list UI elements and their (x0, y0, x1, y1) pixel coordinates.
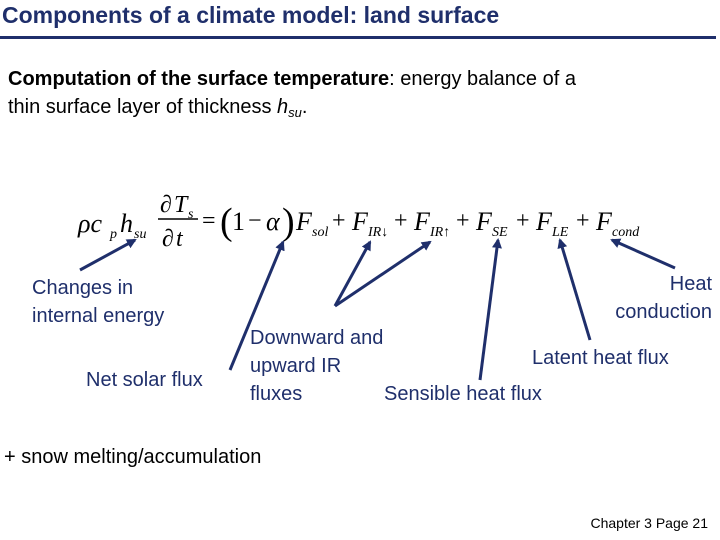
label-internal-energy-line-1: Changes in (32, 277, 134, 299)
arrow-conduction (612, 240, 675, 268)
eq-equals: = (202, 208, 216, 234)
page-footer: Chapter 3 Page 21 (590, 515, 708, 531)
eq-F-ir-up: F (414, 207, 430, 236)
eq-sol-sub: sol (312, 225, 329, 240)
eq-one: 1 (232, 207, 245, 236)
intro-line-2-text: thin surface layer of thickness (8, 96, 278, 118)
intro-rest: : energy balance of a (389, 68, 576, 90)
slide-title: Components of a climate model: land surface (2, 2, 500, 28)
eq-t: t (176, 226, 183, 252)
eq-plus-5: + (576, 208, 590, 234)
eq-F-sol: F (296, 207, 312, 236)
eq-F-ir-down: F (352, 207, 368, 236)
arrow-sensible (480, 240, 498, 380)
eq-lparen: ( (220, 201, 233, 243)
label-internal-energy-line-2: internal energy (32, 305, 165, 327)
eq-ir-up-sub: IR↑ (430, 225, 451, 240)
eq-plus-3: + (456, 208, 470, 234)
eq-h: h (120, 209, 133, 238)
eq-s-sub: s (188, 207, 194, 222)
thickness-subscript: su (288, 105, 302, 120)
label-sensible: Sensible heat flux (384, 383, 542, 405)
label-internal-energy (32, 274, 164, 330)
eq-plus-1: + (332, 208, 346, 234)
arrow-ir-down (335, 242, 370, 306)
eq-partial-num: ∂ (160, 192, 172, 218)
eq-minus: − (248, 208, 262, 234)
eq-p-sub: p (110, 227, 117, 242)
label-latent: Latent heat flux (532, 347, 669, 369)
arrow-ir-up (335, 242, 430, 306)
intro-bold: Computation of the surface temperature (8, 68, 390, 90)
eq-F-cond: F (596, 207, 612, 236)
label-ir-line-1: Downward and (250, 327, 384, 349)
label-conduction (615, 270, 712, 326)
eq-su-sub: su (134, 227, 147, 242)
eq-cond-sub: cond (612, 225, 640, 240)
eq-ir-down-sub: IR↓ (368, 225, 389, 240)
label-ir-line-3: fluxes (250, 383, 303, 405)
eq-rho: ρc (78, 209, 103, 238)
label-conduction-line-2: conduction (615, 301, 712, 323)
label-ir-fluxes (250, 324, 383, 408)
eq-plus-2: + (394, 208, 408, 234)
eq-le-sub: LE (552, 225, 569, 240)
eq-se-sub: SE (492, 225, 508, 240)
eq-F-le: F (536, 207, 552, 236)
eq-rparen: ) (282, 201, 295, 243)
eq-plus-4: + (516, 208, 530, 234)
label-conduction-line-1: Heat (669, 273, 712, 295)
arrow-internal-energy (80, 240, 135, 270)
intro-period: . (301, 96, 308, 118)
label-ir-line-2: upward IR (250, 355, 342, 377)
thickness-symbol: h (277, 96, 289, 118)
arrow-latent (560, 240, 590, 340)
eq-T: T (174, 192, 188, 218)
label-net-solar: Net solar flux (86, 369, 203, 391)
eq-alpha: α (266, 207, 280, 236)
eq-F-se: F (476, 207, 492, 236)
snow-note: + snow melting/accumulation (4, 446, 262, 468)
eq-partial-den: ∂ (162, 226, 174, 252)
